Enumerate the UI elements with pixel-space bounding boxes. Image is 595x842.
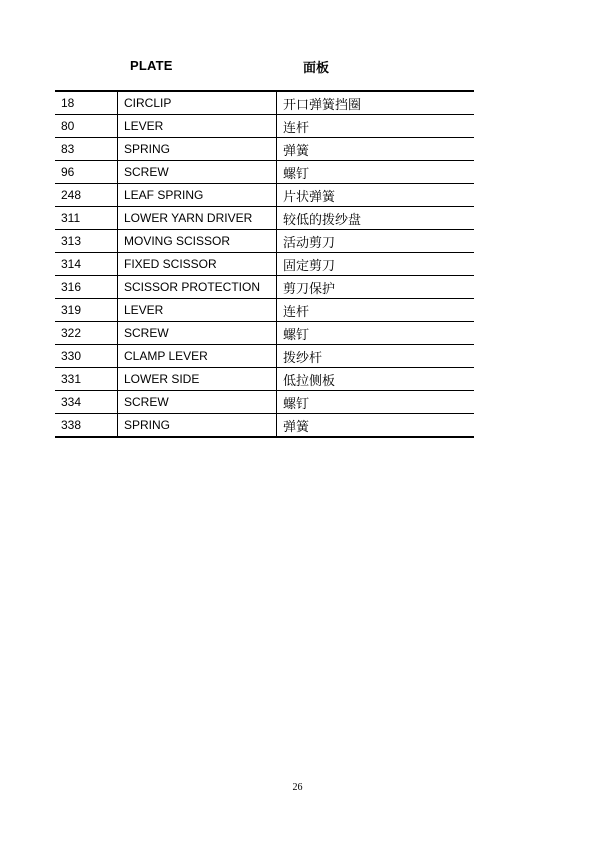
part-name-english-cell: LEVER <box>118 299 277 322</box>
part-name-chinese-cell: 活动剪刀 <box>277 230 475 253</box>
part-number-cell: 80 <box>55 115 118 138</box>
table-row <box>55 230 474 253</box>
part-number-cell: 18 <box>61 96 75 110</box>
table-row <box>55 138 474 161</box>
part-name-english-cell: CIRCLIP <box>118 91 277 115</box>
table-row <box>55 299 474 322</box>
part-number-cell: 322 <box>55 322 118 345</box>
part-name-english-cell: LEAF SPRING <box>118 184 277 207</box>
part-number-cell: 248 <box>55 184 118 207</box>
part-number-cell: 338 <box>55 414 118 438</box>
part-name-chinese-cell: 螺钉 <box>277 161 475 184</box>
part-number-cell: 316 <box>55 276 118 299</box>
part-name-english-cell: LOWER YARN DRIVER <box>118 207 277 230</box>
parts-table-body <box>55 91 474 437</box>
part-number-cell: 314 <box>55 253 118 276</box>
part-name-english-cell: LEVER <box>118 115 277 138</box>
part-number-cell: 313 <box>55 230 118 253</box>
part-name-chinese-cell: 弹簧 <box>277 414 475 438</box>
part-number-cell: 96 <box>55 161 118 184</box>
table-row <box>55 253 474 276</box>
parts-table <box>55 90 474 438</box>
part-name-chinese-cell: 剪刀保护 <box>277 276 475 299</box>
part-name-chinese-cell: 低拉侧板 <box>277 368 475 391</box>
table-row <box>55 414 474 438</box>
part-name-chinese-cell: 片状弹簧 <box>277 184 475 207</box>
part-number-cell: 311 <box>55 207 118 230</box>
table-row <box>55 276 474 299</box>
table-row <box>55 207 474 230</box>
table-row <box>55 91 474 115</box>
part-name-chinese-cell: 固定剪刀 <box>277 253 475 276</box>
table-row <box>55 115 474 138</box>
part-name-chinese-cell: 连杆 <box>277 299 475 322</box>
part-number-cell: 330 <box>55 345 118 368</box>
part-name-chinese-cell: 拨纱杆 <box>277 345 475 368</box>
part-name-english-cell: SPRING <box>118 138 277 161</box>
part-number-cell: 334 <box>55 391 118 414</box>
part-name-english-cell: MOVING SCISSOR <box>118 230 277 253</box>
part-name-english-cell: SCISSOR PROTECTION <box>118 276 277 299</box>
part-name-english-cell: FIXED SCISSOR <box>118 253 277 276</box>
part-name-chinese-cell: 螺钉 <box>277 391 475 414</box>
part-number-cell: 331 <box>55 368 118 391</box>
part-name-english-cell: SCREW <box>118 391 277 414</box>
part-name-english-cell: SCREW <box>118 161 277 184</box>
part-name-chinese-cell: 连杆 <box>277 115 475 138</box>
part-number-cell: 83 <box>55 138 118 161</box>
part-name-english-cell: SPRING <box>118 414 277 438</box>
page-number: 26 <box>292 782 303 793</box>
part-name-chinese-cell: 较低的拨纱盘 <box>277 207 475 230</box>
part-name-english-cell: CLAMP LEVER <box>118 345 277 368</box>
section-title-chinese: 面板 <box>303 61 330 76</box>
table-row <box>55 161 474 184</box>
part-name-english-cell: SCREW <box>118 322 277 345</box>
table-row <box>55 184 474 207</box>
table-row <box>55 391 474 414</box>
part-number-cell: 319 <box>55 299 118 322</box>
table-row <box>55 368 474 391</box>
table-row <box>55 345 474 368</box>
section-title-english: PLATE <box>130 58 173 73</box>
table-row <box>55 322 474 345</box>
part-name-chinese-cell: 弹簧 <box>277 138 475 161</box>
part-name-chinese-cell: 开口弹簧挡圈 <box>277 91 475 115</box>
part-name-chinese-cell: 螺钉 <box>277 322 475 345</box>
part-name-english-cell: LOWER SIDE <box>118 368 277 391</box>
